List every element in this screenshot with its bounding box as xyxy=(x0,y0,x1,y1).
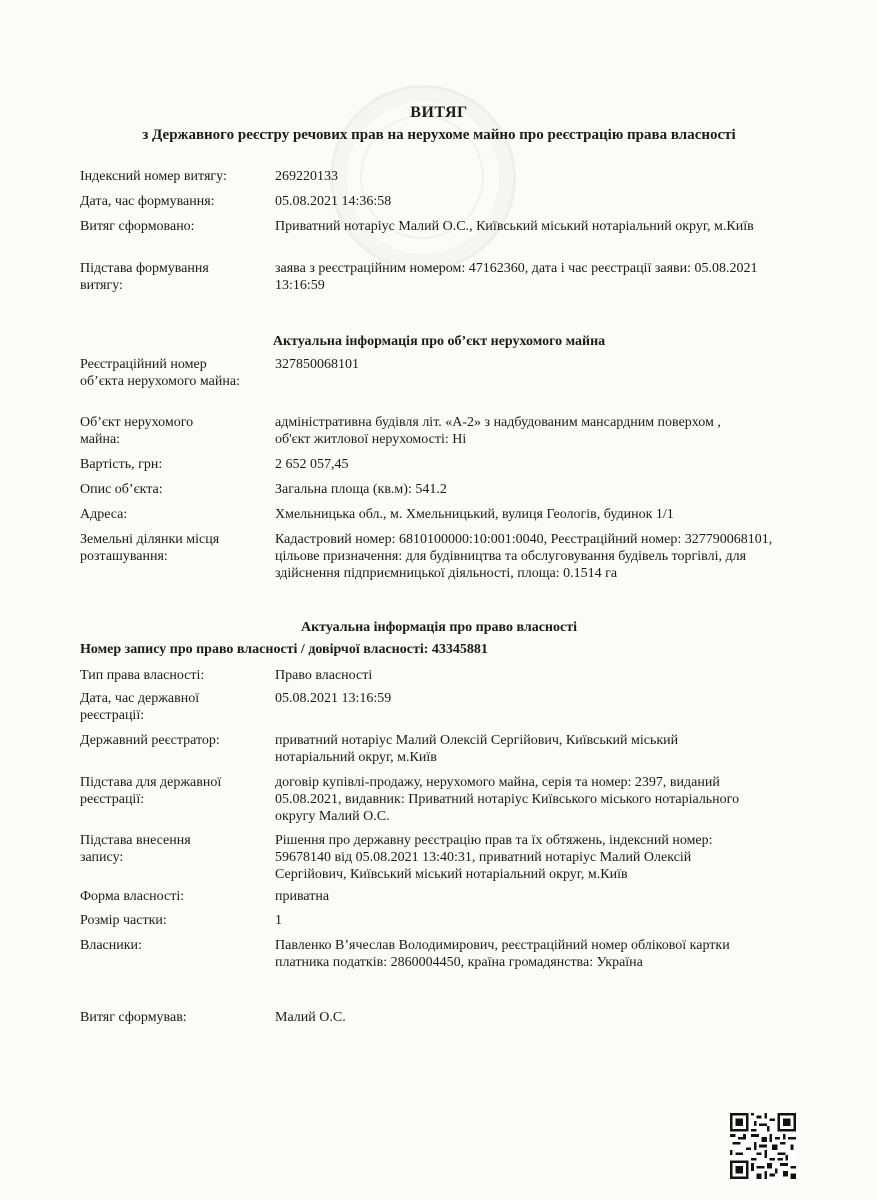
field-value: 2 652 057,45 xyxy=(275,457,349,472)
field-label: Дата, час формування: xyxy=(80,194,215,209)
field-label: Витяг сформовано: xyxy=(80,219,195,234)
signer-value: Малий О.С. xyxy=(275,1010,346,1025)
field-label: Земельні ділянки місця розташування: xyxy=(80,532,220,564)
field-label: Державний реєстратор: xyxy=(80,733,220,748)
field-label: Вартість, грн: xyxy=(80,457,163,472)
field-label: Об’єкт нерухомого майна: xyxy=(80,415,194,447)
field-value: Право власності xyxy=(275,668,373,683)
field-label: Адреса: xyxy=(80,507,128,522)
field-label: Тип права власності: xyxy=(80,668,205,683)
field-value: заява з реєстраційним номером: 47162360, дата і час реєстрації заяви: 05.08.2021 13:16:59 xyxy=(275,261,758,293)
field-label: Опис об’єкта: xyxy=(80,482,163,497)
field-value: приватний нотаріус Малий Олексій Сергійович, Київський міський нотаріальний округ, м.Київ xyxy=(275,733,679,765)
field-label: Власники: xyxy=(80,938,142,953)
field-value: 327850068101 xyxy=(275,357,359,372)
field-value: Кадастровий номер: 6810100000:10:001:0040, Реєстраційний номер: 327790068101, цільове призначення: для будівництва та обслуговування будівель торгівлі, для здійснення підприємницької діяльності, площа: 0.1514 га xyxy=(275,532,773,581)
field-label: Підстава формування витягу: xyxy=(80,261,209,293)
field-value: 05.08.2021 14:36:58 xyxy=(275,194,392,209)
field-value: 05.08.2021 13:16:59 xyxy=(275,691,392,706)
field-value: 269220133 xyxy=(275,169,338,184)
field-value: Павленко В’ячеслав Володимирович, реєстраційний номер облікової картки платника податків: 2860004450, країна громадянства: Україна xyxy=(275,938,730,970)
field-value: Приватний нотаріус Малий О.С., Київський міський нотаріальний округ, м.Київ xyxy=(275,219,754,234)
field-label: Розмір частки: xyxy=(80,913,167,928)
field-label: Дата, час державної реєстрації: xyxy=(80,691,200,723)
field-value: 1 xyxy=(275,913,282,928)
field-label: Підстава для державної реєстрації: xyxy=(80,775,222,807)
field-value: адміністративна будівля літ. «А-2» з надбудованим мансардним поверхом , об'єкт житлової нерухомості: Ні xyxy=(275,415,721,447)
field-value: приватна xyxy=(275,889,330,904)
field-label: Форма власності: xyxy=(80,889,185,904)
ownership-section-heading: Актуальна інформація про право власності xyxy=(301,620,577,635)
field-value: договір купівлі-продажу, нерухомого майна, серія та номер: 2397, виданий 05.08.2021, видавник: Приватний нотаріус Київського міського нотаріального округу Малий О.С. xyxy=(275,775,740,824)
field-value: Хмельницька обл., м. Хмельницький, вулиця Геологів, будинок 1/1 xyxy=(275,507,674,522)
field-value: Загальна площа (кв.м): 541.2 xyxy=(275,482,447,497)
property-section-heading: Актуальна інформація про об’єкт нерухомого майна xyxy=(272,334,606,349)
document-subtitle: з Державного реєстру речових прав на нерухоме майно про реєстрацію права власності xyxy=(142,127,736,143)
field-label: Підстава внесення запису: xyxy=(80,833,191,865)
ownership-record-heading: Номер запису про право власності / довірчої власності: 43345881 xyxy=(80,642,488,657)
field-label: Індексний номер витягу: xyxy=(80,169,227,184)
field-value: Рішення про державну реєстрацію прав та їх обтяжень, індексний номер: 59678140 від 05.08.2021 13:40:31, приватний нотаріус Малий Олексій Сергійович, Київський міський нотаріальний округ, м.Київ xyxy=(275,833,713,882)
qr-code-icon xyxy=(730,1113,796,1179)
signer-label: Витяг сформував: xyxy=(80,1010,187,1025)
document-title: ВИТЯГ xyxy=(410,104,468,121)
field-label: Реєстраційний номер об’єкта нерухомого майна: xyxy=(80,357,240,389)
